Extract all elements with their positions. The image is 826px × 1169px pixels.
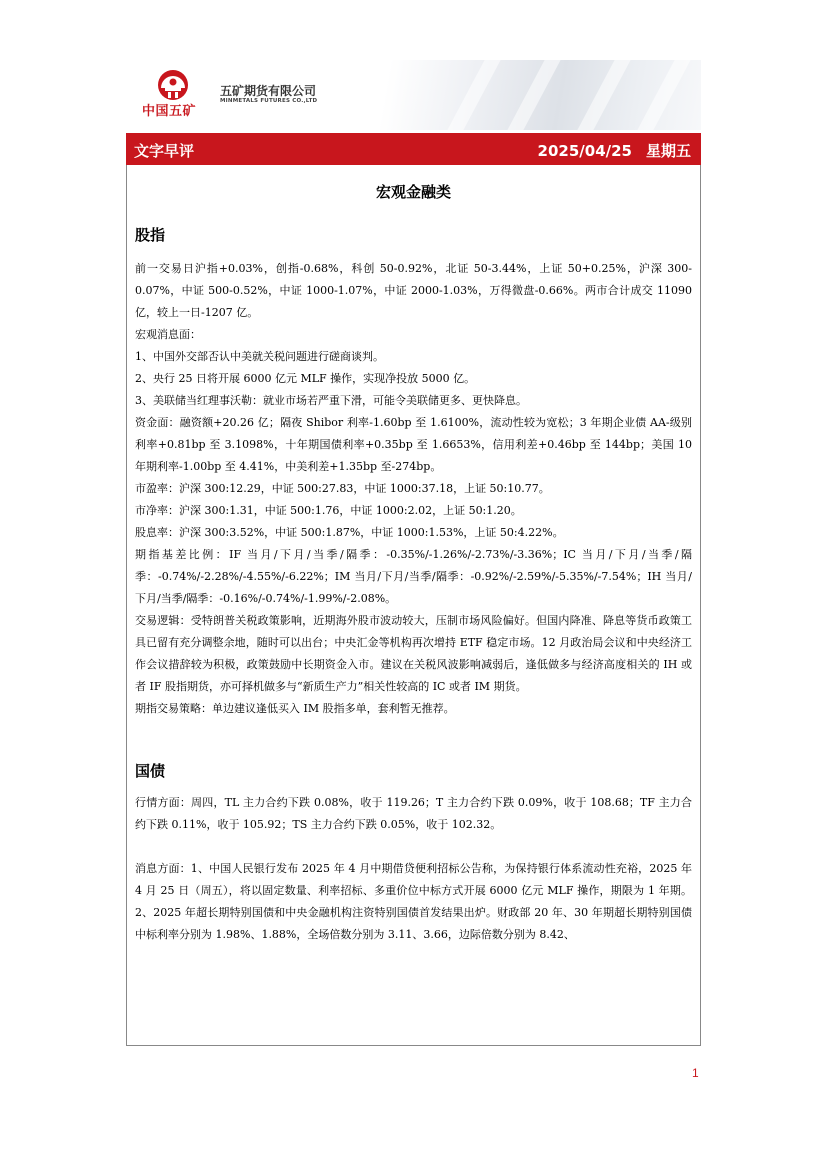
header-stripe <box>447 60 500 130</box>
paragraph: 期指基差比例：IF 当月/下月/当季/隔季：-0.35%/-1.26%/-2.73%/-3.36%；IC 当月/下月/当季/隔季：-0.74%/-2.28%/-4.55%/-6.22%；IM 当月/下月/当季/隔季：-0.92%/-2.59%/-5.35%/-7.54%；IH 当月/下月/当季/隔季：-0.16%/-0.74%/-1.99%/-2.08%。 <box>135 548 692 605</box>
paragraph: 资金面：融资额+20.26 亿；隔夜 Shibor 利率-1.60bp 至 1.6100%，流动性较为宽松；3 年期企业债 AA-级别利率+0.81bp 至 3.1098%，十年期国债利率+0.35bp 至 1.6653%，信用利差+0.46bp 至 144bp；美国 10 年期利率-1.00bp 至 4.41%，中美利差+1.35bp 至-274bp。 <box>135 416 692 473</box>
paragraph: 股息率：沪深 300:3.52%，中证 500:1.87%，中证 1000:1.53%，上证 50:4.22%。 <box>135 526 564 539</box>
page-number: 1 <box>692 1066 699 1080</box>
logo-text: 中国五矿 <box>142 104 197 119</box>
header-stripe <box>507 60 560 130</box>
report-weekday: 星期五 <box>645 142 691 160</box>
paragraph: 市盈率：沪深 300:12.29，中证 500:27.83，中证 1000:37.18，上证 50:10.77。 <box>135 482 550 495</box>
paragraph: 市净率：沪深 300:1.31，中证 500:1.76，中证 1000:2.02，上证 50:1.20。 <box>135 504 522 517</box>
header-stripe <box>577 60 630 130</box>
stock-index-heading: 股指 <box>135 226 166 244</box>
bonds-heading: 国债 <box>135 762 166 780</box>
header-stripe <box>637 60 690 130</box>
paragraph: 2、央行 25 日将开展 6000 亿元 MLF 操作，实现净投放 5000 亿。 <box>135 372 476 385</box>
section-title: 宏观金融类 <box>375 183 451 201</box>
paragraph: 宏观消息面： <box>135 328 201 341</box>
report-type: 文字早评 <box>134 142 195 160</box>
report-body <box>126 165 701 1046</box>
company-name-cn: 五矿期货有限公司 <box>220 84 317 98</box>
company-name-en: MINMETALS FUTURES CO.,LTD <box>220 98 318 104</box>
paragraph: 交易逻辑：受特朗普关税政策影响，近期海外股市波动较大，压制市场风险偏好。但国内降准、降息等货币政策工具已留有充分调整余地，随时可以出台；中央汇金等机构再次增持 ETF 稳定市场。12 月政治局会议和中央经济工作会议措辞较为积极，政策鼓励中长期资金入市。建议在关税风波影响减弱后，逢低做多与经济高度相关的 IH 或者 IF 股指期货，亦可择机做多与“新质生产力”相关性较高的 IC 或者 IM 期货。 <box>135 614 692 693</box>
paragraph: 消息方面：1、中国人民银行发布 2025 年 4 月中期借贷便利招标公告称，为保持银行体系流动性充裕，2025 年 4 月 25 日（周五），将以固定数量、利率招标、多重价位中标方式开展 6000 亿元 MLF 操作，期限为 1 年期。2、2025 年超长期特别国债和中央金融机构注资特别国债首发结果出炉。财政部 20 年、30 年期超长期特别国债中标利率分别为 1.98%、1.88%，全场倍数分别为 3.11、3.66，边际倍数分别为 8.42、 <box>135 862 692 941</box>
report-title-bar <box>126 133 701 165</box>
stock-index-section <box>135 258 692 720</box>
report-date-group <box>524 140 691 161</box>
paragraph: 期指交易策略：单边建议逢低买入 IM 股指多单，套利暂无推荐。 <box>135 702 455 715</box>
paragraph: 1、中国外交部否认中美就关税问题进行磋商谈判。 <box>135 350 384 363</box>
report-header <box>126 60 701 130</box>
paragraph: 行情方面：周四，TL 主力合约下跌 0.08%，收于 119.26；T 主力合约下跌 0.09%，收于 108.68；TF 主力合约下跌 0.11%，收于 105.92；TS 主力合约下跌 0.05%，收于 102.32。 <box>135 796 692 831</box>
paragraph: 前一交易日沪指+0.03%，创指-0.68%，科创 50-0.92%，北证 50-3.44%，上证 50+0.25%，沪深 300-0.07%，中证 500-0.52%，中证 1000-1.07%，中证 2000-1.03%，万得微盘-0.66%。两市合计成交 11090 亿，较上一日-1207 亿。 <box>135 262 692 319</box>
report-date: 2025/04/25 <box>537 142 632 160</box>
bonds-section <box>135 792 692 946</box>
minmetals-logo-icon <box>156 68 190 102</box>
paragraph: 3、美联储当红理事沃勒：就业市场若严重下滑，可能令美联储更多、更快降息。 <box>135 394 527 407</box>
